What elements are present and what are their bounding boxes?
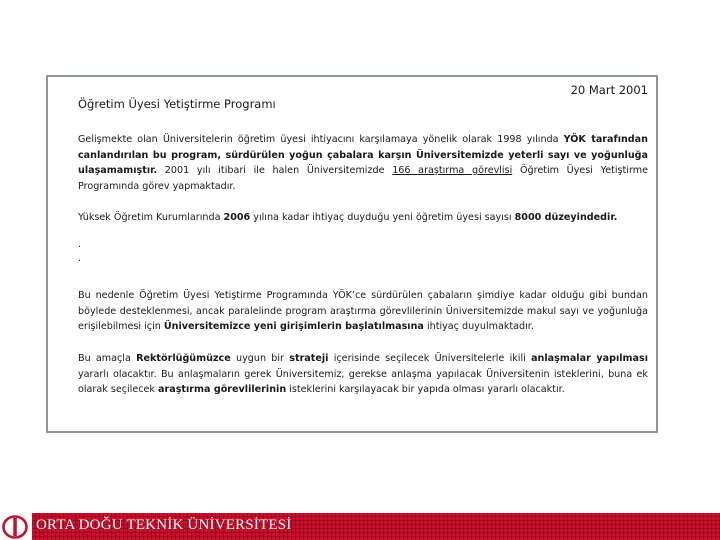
paragraph-3-text: Bu nedenle Öğretim Üyesi Yetiştirme Programında YÖK’ce sürdürülen çabaların şimdiye kadar olduğu gibi bundan böylede desteklenmesi, ancak paralelinde program araştırma görevlilerinin Üniversitemizde makul sayı ve yoğunluğa erişilebilmesi için bbox=[78, 290, 648, 332]
paragraph-4-text-5: isteklerini karşılayacak bir yapıda olması yararlı olacaktır. bbox=[286, 384, 565, 395]
document-date: 20 Mart 2001 bbox=[570, 83, 648, 97]
paragraph-1-underlined-count: 166 araştırma görevlisi bbox=[392, 165, 513, 176]
footer-university-name: ORTA DOĞU TEKNİK ÜNİVERSİTESİ bbox=[36, 517, 292, 533]
paragraph-4-bold-rectorate: Rektörlüğümüzce bbox=[136, 353, 231, 364]
separator-dot: · bbox=[78, 256, 82, 267]
paragraph-4-bold-agreements: anlaşmalar yapılması bbox=[531, 353, 649, 364]
document-frame bbox=[46, 75, 658, 433]
paragraph-3-bold-initiatives: Üniversitemizce yeni girişimlerin başlatılmasına bbox=[163, 321, 424, 332]
paragraph-1-text-3: Öğretim Üyesi Yetiştirme Programında görev yapmaktadır. bbox=[78, 165, 648, 192]
paragraph-2-text: Yüksek Öğretim Kurumlarında bbox=[78, 212, 224, 223]
paragraph-4-text-2: uygun bir bbox=[230, 353, 290, 364]
metu-logo-icon bbox=[2, 515, 28, 539]
separator-dots bbox=[78, 241, 81, 269]
paragraph-4 bbox=[78, 351, 648, 398]
paragraph-4-text: Bu amaçla bbox=[78, 353, 137, 364]
paragraph-2-text-2: yılına kadar ihtiyaç duyduğu yeni öğretim üyesi sayısı bbox=[250, 212, 515, 223]
paragraph-2-bold-year: 2006 bbox=[223, 212, 251, 223]
paragraph-2 bbox=[78, 210, 648, 226]
paragraph-1-bold-yok: YÖK bbox=[563, 134, 586, 145]
paragraph-1 bbox=[78, 132, 648, 194]
paragraph-2-bold-count: 8000 bbox=[514, 212, 542, 223]
paragraph-4-bold-strategy: strateji bbox=[289, 353, 329, 364]
paragraph-3-text-2: ihtiyaç duyulmaktadır. bbox=[423, 321, 534, 332]
paragraph-4-bold-assistants: araştırma görevlilerinin bbox=[158, 384, 287, 395]
paragraph-1-text: Gelişmekte olan Üniversitelerin öğretim üyesi ihtiyacını karşılamaya yönelik olarak 1998 yılında bbox=[78, 134, 564, 145]
paragraph-1-bold-sentence: tarafından canlandırılan bu program, sürdürülen yoğun çabalara karşın Üniversitemizde yeterli sayı ve yoğunluğa ulaşamamıştır. bbox=[78, 134, 648, 176]
paragraph-4-text-3: içerisinde seçilecek Üniversitelerle ikili bbox=[328, 353, 532, 364]
separator-dot: · bbox=[78, 242, 82, 253]
paragraph-1-text-2: 2001 yılı itibari ile halen Üniversitemizde bbox=[157, 165, 393, 176]
paragraph-4-text-4: yararlı olacaktır. Bu anlaşmaların gerek Üniversitemiz, gerekse anlaşma yapılacak Üniversitenin isteklerini, buna ek olarak seçilecek bbox=[78, 368, 648, 395]
paragraph-3 bbox=[78, 288, 648, 335]
paragraph-2-bold-level: düzeyindedir. bbox=[541, 212, 618, 223]
document-title: Öğretim Üyesi Yetiştirme Programı bbox=[78, 97, 276, 111]
